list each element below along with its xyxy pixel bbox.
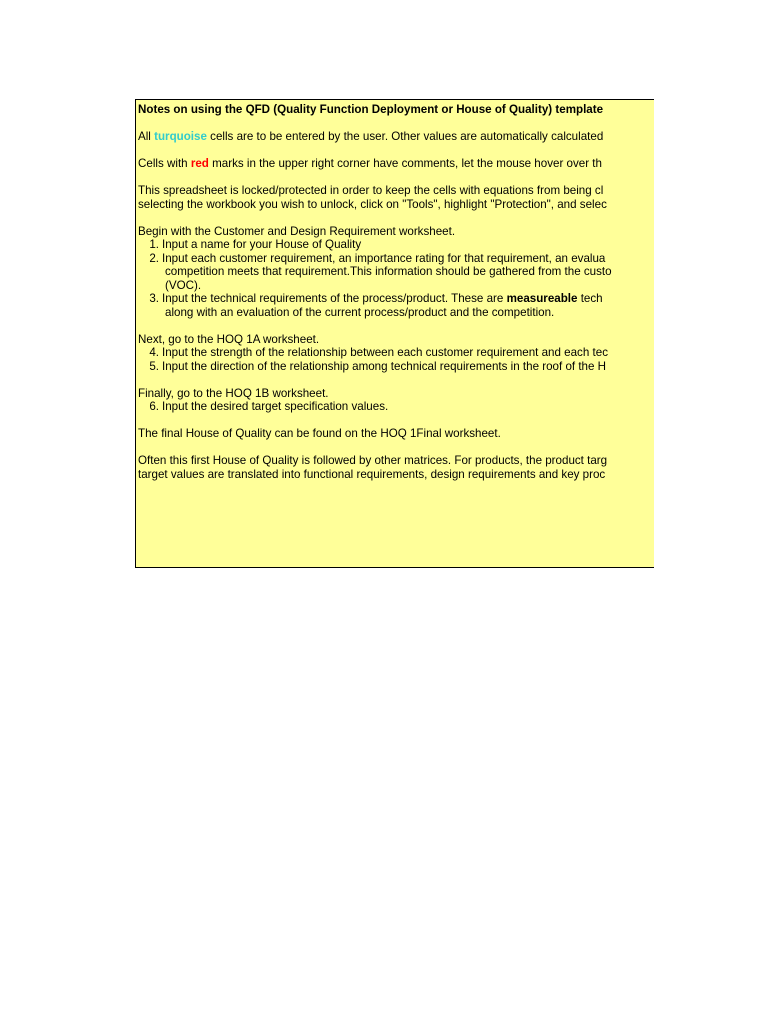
final-worksheet-note: The final House of Quality can be found on the HOQ 1Final worksheet.: [138, 427, 501, 440]
step-continuation: along with an evaluation of the current process/product and the competition.: [165, 305, 555, 319]
step-item: [138, 238, 654, 252]
red-highlight: red: [190, 157, 209, 170]
step-item: [138, 360, 654, 374]
step-text: Input the strength of the relationship between each customer requirement and each tec: [162, 346, 608, 359]
measureable-emphasis: measureable: [506, 292, 578, 305]
begin-instruction: Begin with the Customer and Design Requirement worksheet.: [138, 224, 456, 238]
step-continuation: competition meets that requirement.This information should be gathered from the custo: [165, 265, 612, 278]
step-number: 2.: [149, 251, 159, 265]
step-item: [138, 292, 654, 306]
text-segment: Input the technical requirements of the process/product. These are: [162, 292, 507, 305]
step-continuation: (VOC).: [165, 278, 202, 292]
text-segment: All: [138, 130, 155, 143]
turquoise-instruction: [138, 130, 654, 144]
step-number: 5.: [149, 359, 159, 373]
protection-note-line-1: This spreadsheet is locked/protected in order to keep the cells with equations from being cl: [138, 184, 604, 197]
follow-up-note-line-2: target values are translated into functional requirements, design requirements and key proc: [138, 467, 606, 481]
next-instruction: Next, go to the HOQ 1A worksheet.: [138, 332, 320, 346]
step-text: Input each customer requirement, an importance rating for that requirement, an evalua: [162, 251, 606, 265]
step-number: 1.: [149, 238, 159, 251]
notes-content: [138, 103, 654, 481]
step-item: [138, 400, 654, 414]
step-number: 4.: [149, 346, 159, 359]
step-text: Input a name for your House of Quality: [162, 238, 362, 251]
step-item: [138, 252, 654, 266]
step-number: 6.: [149, 400, 159, 413]
step-number: 3.: [149, 292, 159, 305]
step-text: Input the direction of the relationship among technical requirements in the roof of the H: [162, 359, 607, 373]
protection-note-line-2: selecting the workbook you wish to unlock, click on "Tools", highlight "Protection", and selec: [138, 197, 607, 211]
text-segment: Cells with: [138, 157, 191, 170]
text-segment: cells are to be entered by the user. Other values are automatically calculated: [206, 130, 604, 143]
follow-up-note-line-1: Often this first House of Quality is followed by other matrices. For products, the product targ: [138, 454, 608, 467]
step-item: [138, 346, 654, 360]
step-text: Input the desired target specification values.: [162, 400, 389, 413]
notes-panel: [135, 99, 654, 568]
step-text: [162, 292, 603, 306]
text-segment: marks in the upper right corner have comments, let the mouse hover over th: [208, 157, 602, 170]
red-instruction: [138, 157, 654, 171]
notes-title: Notes on using the QFD (Quality Function Deployment or House of Quality) template: [138, 103, 604, 116]
turquoise-highlight: turquoise: [154, 130, 207, 143]
text-segment: tech: [577, 292, 603, 305]
finally-instruction: Finally, go to the HOQ 1B worksheet.: [138, 386, 329, 400]
